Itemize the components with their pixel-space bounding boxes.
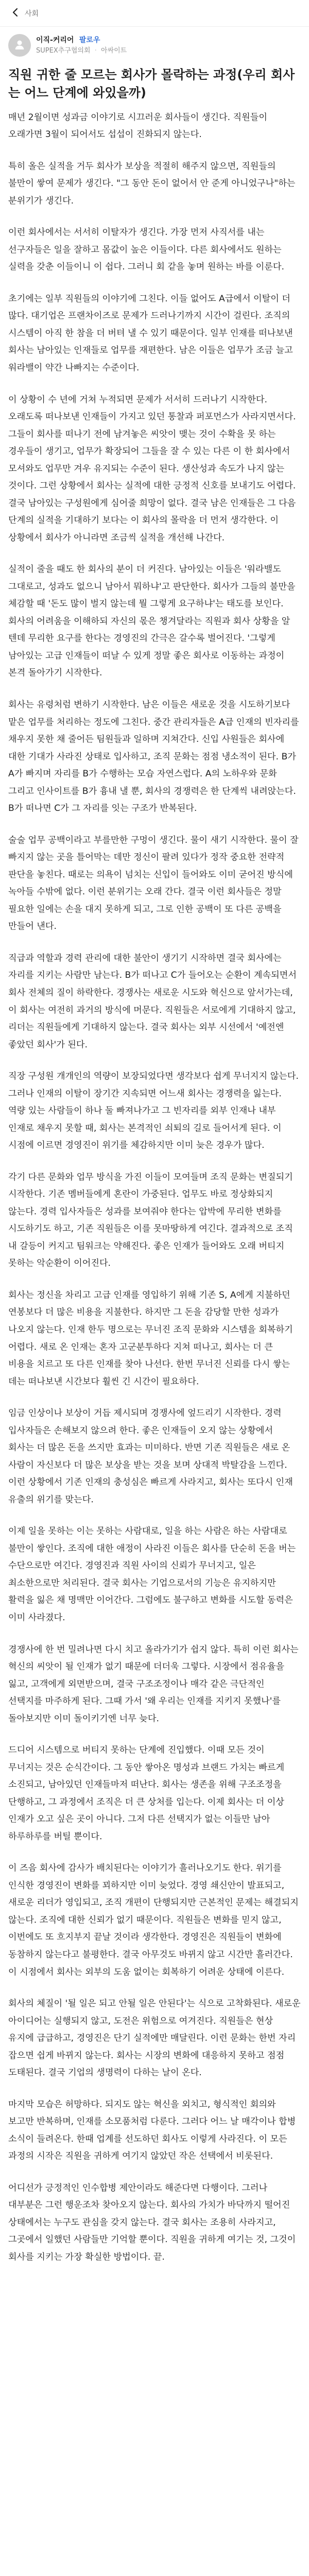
post-paragraph: 이제 일을 못하는 이는 못하는 사람대로, 일을 하는 사람은 하는 사람대로 불만이 쌓인다. 조직에 대한 애정이 사라진 이들은 회사를 단순히 돈을 버는 수단으로만 여긴다. 경영진과 직원 사이의 신뢰가 무너지고, 일은 최소한으로만 처리된다. 결국 회사는 기업으로서의 기능은 유지하지만 활력을 잃은 채 명맥만 이어간다. 그럼에도 불구하고 변화를 시도할 동력은 이미 사라졌다. bbox=[8, 1526, 296, 1623]
post-paragraph: 각기 다른 문화와 업무 방식을 가진 이들이 모여들며 조직 문화는 변질되기 시작한다. 기존 멤버들에게 혼란이 가중된다. 업무도 바로 정상화되지 않는다. 경력 입사자들은 성과를 보여줘야 한다는 압박에 무리한 변화를 시도하기도 하고, 기존 직원들은 이를 못마땅하게 여긴다. 결과적으로 조직 내 갈등이 커지고 팀워크는 약해진다. 좋은 인재가 들어와도 오래 버티지 못하는 악순환이 이어진다. bbox=[8, 1172, 293, 1269]
post-paragraph: 이 즈음 회사에 감사가 배치된다는 이야기가 흘러나오기도 한다. 위기를 인식한 경영진이 변화를 꾀하지만 이미 늦었다. 경영 쇄신안이 발표되고, 새로운 리더가 영입되고, 조직 개편이 단행되지만 근본적인 문제는 해결되지 않는다. 조직에 대한 신뢰가 없기 때문이다. 직원들은 변화를 믿지 않고, 이번에도 또 흐지부지 끝날 것이라 생각한다. 경영진은 직원들이 변화에 동참하지 않는다고 불평한다. 결국 아무것도 바뀌지 않고 시간만 흘러간다. 이 시점에서 회사는 외부의 도움 없이는 회복하기 어려운 상태에 이른다. bbox=[8, 1863, 299, 1977]
avatar[interactable] bbox=[8, 34, 31, 57]
post-title: 직원 귀한 줄 모르는 회사가 몰락하는 과정(우리 회사는 어느 단계에 와있을까) bbox=[8, 67, 295, 100]
post-paragraph: 실적이 줄을 때도 한 회사의 분이 더 커진다. 남아있는 이들은 '워라밸도 그대로고, 성과도 없으니 남아서 뭐하냐'고 판단한다. 회사가 그들의 불만을 체감할 때 '돈도 많이 벌지 않는데 뭘 그렇게 요구하냐'는 태도를 보인다. 회사의 어려움을 이해하되 자신의 몫은 챙겨달라는 직원과 회사 상황을 알 텐데 무리한 요구를 한다는 경영진의 간극은 갈수록 벌어진다. '그렇게 남아있는 고급 인재들이 떠날 수 있게 정말 좋은 회사로 이동하는 과정이 본격 돌아가기 시작한다. bbox=[8, 564, 296, 679]
author-block bbox=[0, 27, 309, 62]
back-button[interactable] bbox=[8, 6, 23, 21]
follow-button[interactable]: 팔로우 bbox=[79, 36, 100, 44]
top-bar bbox=[0, 0, 309, 27]
author-org: SUPEX추구협의회 bbox=[36, 46, 91, 55]
post-paragraph: 술술 업무 공백이라고 부를만한 구멍이 생긴다. 물이 새기 시작한다. 물이 잘 빠지지 않는 곳을 틀어막는 데만 정신이 팔려 있다가 정작 중요한 전략적 판단을 놓친다. 때로는 의욕이 넘치는 신입이 들어와도 이미 굳어진 방식에 녹아들 수밖에 없다. 이런 분위기는 오래 간다. 결국 이런 회사들은 정말 필요한 일에는 손을 대지 못하게 되고, 그로 인한 공백이 또 다른 공백을 만들어 낸다. bbox=[8, 835, 299, 932]
post-paragraph: 직장 구성원 개개인의 역량이 보장되었다면 생각보다 쉽게 무너지지 않는다. 그러나 인재의 이탈이 장기간 지속되면 어느새 회사는 경쟁력을 잃는다. 역량 있는 사람들이 하나 둘 빠져나가고 그 빈자리를 외부 인재나 내부 인재로 채우지 못할 때, 회사는 본격적인 쇠퇴의 길로 들어서게 된다. 이 시점에 이르면 경영진이 위기를 체감하지만 이미 늦은 경우가 많다. bbox=[8, 1071, 299, 1151]
author-subline bbox=[36, 46, 127, 56]
post-paragraph: 특히 올은 실적을 거두 회사가 보상을 적절히 해주지 않으면, 직원들의 불만이 쌓여 문제가 생긴다. "그 동안 돈이 없어서 안 준게 아니었구나"하는 분위기가 생긴다. bbox=[8, 161, 296, 206]
post-paragraph: 매년 2월이면 성과금 이야기로 시끄러운 회사들이 생긴다. 직원들이 오래가면 3월이 되어서도 섭섭이 진화되지 않는다. bbox=[8, 112, 267, 140]
post-paragraph: 직급과 역할과 경력 관리에 대한 불안이 생기기 시작하면 결국 회사에는 자리를 지키는 사람만 남는다. B가 떠나고 C가 들어오는 순환이 계속되면서 회사 전체의 질이 하락한다. 경쟁사는 새로운 시도와 혁신으로 앞서가는데, 이 회사는 여전히 과거의 방식에 머문다. 직원들은 서로에게 기대하지 않고, 리더는 직원들에게 기대하지 않는다. 결국 회사는 외부 시선에서 '예전엔 좋았던 회사'가 된다. bbox=[8, 953, 297, 1050]
separator: · bbox=[94, 46, 97, 55]
post-paragraph: 경쟁사에 한 번 밀려나면 다시 치고 올라가기가 쉽지 않다. 특히 이런 회사는 혁신의 씨앗이 될 인재가 없기 때문에 더더욱 그렇다. 시장에서 점유율을 잃고, 고객에게 외면받으며, 결국 구조조정이나 매각 같은 극단적인 선택지를 마주하게 된다. 그때 가서 '왜 우리는 인재를 지키지 못했나'를 돌아보지만 이미 돌이키기엔 너무 늦다. bbox=[8, 1644, 299, 1724]
header-title: 사회 bbox=[25, 9, 39, 18]
author-name[interactable]: 이직-커리어 bbox=[36, 36, 74, 44]
post-paragraph: 회사의 체질이 '될 일은 되고 안될 일은 안된다'는 식으로 고착화된다. 새로운 아이디어는 실행되지 않고, 도전은 위험으로 여겨진다. 직원들은 현상 유지에 급급하고, 경영진은 단기 실적에만 매달린다. 이런 문화는 한번 자리 잡으면 쉽게 바뀌지 않는다. 회사는 시장의 변화에 대응하지 못하고 점점 도태된다. 결국 기업의 생명력이 다하는 날이 온다. bbox=[8, 1998, 301, 2078]
post-paragraph: 초기에는 일부 직원들의 이야기에 그친다. 이들 없어도 A급에서 이탈이 더 많다. 대기업은 프랜차이즈로 문제가 드러나기까지 시간이 걸린다. 조직의 시스템이 아직 한 참을 더 버텨 낼 수 있기 때문이다. 일부 인재를 떠나보낸 회사는 남아있는 인재들로 업무를 재편한다. 남은 이들은 업무가 조금 늘고 워라밸이 약간 나빠지는 수준이다. bbox=[8, 293, 293, 373]
chevron-left-icon bbox=[11, 8, 20, 19]
post-paragraph: 마지막 모습은 허망하다. 되지도 않는 혁신을 외치고, 형식적인 회의와 보고만 반복하며, 인재를 소모품처럼 다룬다. 그러다 어느 날 매각이나 합병 소식이 들려온다. 한때 업계를 선도하던 회사도 이렇게 사라진다. 이 모든 과정의 시작은 직원을 귀하게 여기지 않았던 작은 선택에서 비롯된다. bbox=[8, 2099, 296, 2162]
post-paragraph: 회사는 유령처럼 변하기 시작한다. 남은 이들은 새로운 것을 시도하기보다 맡은 업무를 처리하는 정도에 그친다. 중간 관리자들은 A급 인재의 빈자리를 채우지 못한 채 줄어든 팀원들과 일하며 지쳐간다. 신입 사원들은 회사에 대한 기대가 사라진 상태로 입사하고, 조직 문화는 점점 냉소적이 된다. B가 A가 빠지며 자리를 B가 수행하는 모습 자연스럽다. A의 노하우와 문화 그리고 인사이트를 B가 흉내 낼 뿐, 회사의 경쟁력은 한 단계씩 내려앉는다. B가 떠나면 C가 그 자리를 잇는 구조가 반복된다. bbox=[8, 700, 299, 814]
post-paragraph: 임금 인상이나 보상이 거듭 제시되며 경쟁사에 엎드리기 시작한다. 경력 입사자들은 손해보지 않으려 한다. 좋은 인재들이 오지 않는 상황에서 회사는 더 많은 돈을 쓰지만 효과는 미미하다. 반면 기존 직원들은 새로 온 사람이 자신보다 더 많은 보상을 받는 것을 보며 상대적 박탈감을 느낀다. 이런 상황에서 기존 인재의 충성심은 빠르게 사라지고, 회사는 또다시 인재 유출의 위기를 맞는다. bbox=[8, 1408, 293, 1505]
author-type: 아싸이트 bbox=[100, 46, 127, 55]
author-meta bbox=[36, 36, 127, 55]
post-paragraph: 이런 회사에서는 서서히 이탈자가 생긴다. 가장 먼저 사직서를 내는 선구자들은 일을 잘하고 몸값이 높은 이들이다. 다른 회사에서도 원하는 실력을 갖춘 이들이니 이 쉽다. 그러니 회 같을 놓며 원하는 바를 이룬다. bbox=[8, 227, 284, 273]
post-paragraph: 이 상황이 수 년에 거쳐 누적되면 문제가 서서히 드러나기 시작한다. 오래도록 떠나보낸 인재들이 가지고 있던 통찰과 퍼포먼스가 사라지면서다. 그들이 회사를 떠나기 전에 남겨놓은 씨앗이 맺는 것이 수확을 못 하는 경우들이 생기고, 업무가 확장되어 그들을 잘 수 있는 다른 이 한 회사에서 모셔와도 업무만 겨우 유지되는 수준이 된다. 생산성과 속도가 나지 않는 것이다. 그런 상황에서 회사는 실적에 대한 긍정적 신호를 보내기도 어렵다. 결국 남아있는 구성원에게 심어줄 희망이 없다. 결국 남은 인재들은 그 다음 단계의 실적을 기대하기 보다는 이 회사의 몰락을 더 먼저 생각한다. 이 상황에서 회사가 아니라면 조금씩 실적을 개선해 나간다. bbox=[8, 394, 296, 543]
post-body bbox=[0, 109, 309, 2301]
author-line bbox=[36, 36, 127, 45]
post-paragraph: 드디어 시스템으로 버티지 못하는 단계에 진입했다. 이때 모든 것이 무너지는 것은 순식간이다. 그 동안 쌓아온 명성과 브랜드 가치는 빠르게 소진되고, 남아있던 인재들마저 떠난다. 회사는 생존을 위해 구조조정을 단행하고, 그 과정에서 조직은 더 큰 상처를 입는다. 이제 회사는 더 이상 인재가 오고 싶은 곳이 아니다. 그저 다른 선택지가 없는 이들만 남아 하루하루를 버틸 뿐이다. bbox=[8, 1745, 285, 1842]
post-paragraph: 회사는 정신을 차리고 고급 인재를 영입하기 위해 기존 S, A에게 지불하던 연봉보다 더 많은 비용을 지불한다. 하지만 그 돈을 감당할 만한 성과가 나오지 않는다. 인재 한두 명으로는 무너진 조직 문화와 시스템을 회복하기 어렵다. 새로 온 인재는 혼자 고군분투하다 지쳐 떠나고, 회사는 더 큰 비용을 치르고 또 다른 인재를 찾아 나선다. 한번 무너진 신뢰를 다시 쌓는 데는 떠나보낸 시간보다 훨씬 긴 시간이 필요하다. bbox=[8, 1290, 293, 1387]
user-icon bbox=[13, 38, 26, 53]
post-paragraph: 어디선가 긍정적인 인수합병 제안이라도 해준다면 다행이다. 그러나 대부분은 그런 행운조차 찾아오지 않는다. 회사의 가치가 바닥까지 떨어진 상태에서는 누구도 관심을 갖지 않는다. 결국 회사는 조용히 사라지고, 그곳에서 일했던 사람들만 기억할 뿐이다. 직원을 귀하게 여기는 것, 그것이 회사를 지키는 가장 확실한 방법이다. 끝. bbox=[8, 2182, 296, 2262]
